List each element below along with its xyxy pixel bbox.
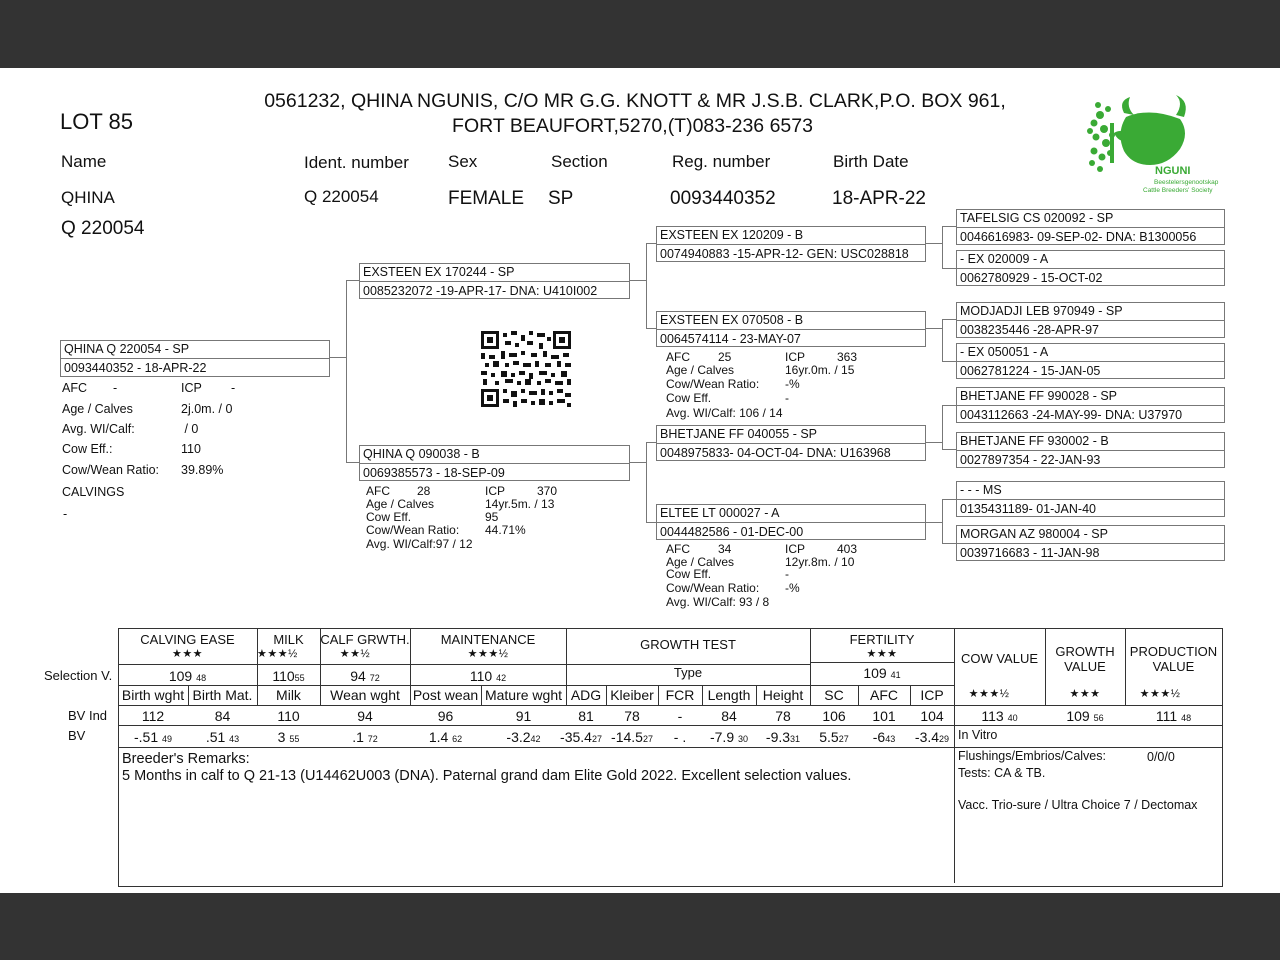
bv-cell: 3 55: [277, 729, 300, 745]
bv-cell: -35.427: [560, 729, 602, 745]
bv-cell: -9.331: [765, 729, 801, 745]
animal-stat-afc-label: AFC: [62, 381, 87, 395]
animal-reg: 0093440352: [670, 188, 776, 209]
col-header: Post wean: [412, 687, 479, 703]
bvind-cow-value: 113 40: [981, 708, 1018, 724]
hdr-growth-value-2: VALUE: [1064, 659, 1106, 674]
col-header: SC: [824, 687, 844, 703]
col-header: Birth Mat.: [192, 687, 253, 703]
dam-dam-eff: -: [785, 567, 789, 581]
dam-dam-age: 12yr.8m. / 10: [785, 555, 855, 569]
animal-sex: FEMALE: [448, 188, 525, 209]
bv-cell: -.51 49: [133, 729, 173, 745]
animal-name: QHINA: [61, 188, 115, 207]
animal-stat-afc: -: [113, 381, 118, 395]
label-birth: Birth Date: [833, 152, 909, 171]
animal-stat-wi: / 0: [181, 422, 199, 436]
dam-stat-age: 14yr.5m. / 13: [485, 497, 555, 511]
stars-calving-ease: ★★★: [171, 648, 204, 660]
dam-dam-afc-label: AFC: [666, 542, 690, 556]
col-header: Birth wght: [121, 687, 185, 703]
dam-dam-line2: 0044482586 - 01-DEC-00: [660, 525, 804, 539]
bvind-cell: 81: [578, 708, 594, 724]
bv-cell: .1 72: [352, 729, 378, 745]
col-header: Milk: [276, 687, 301, 703]
animal-stat-ratio-label: Cow/Wean Ratio:: [62, 463, 160, 477]
gen4-line2: 0062781224 - 15-JAN-05: [960, 364, 1101, 378]
sire-sire-line2: 0074940883 -15-APR-12- GEN: USC028818: [660, 247, 909, 261]
col-header: FCR: [665, 687, 695, 703]
gen4-line1: BHETJANE FF 990028 - SP: [960, 389, 1118, 403]
gen4-box: [956, 250, 1225, 286]
gen4-box: [956, 481, 1225, 517]
flushings-value: 0/0/0: [1147, 750, 1175, 764]
bvind-cell: 101: [872, 708, 896, 724]
col-header: Height: [762, 687, 804, 703]
qr-code: [481, 331, 571, 407]
dam-dam-icp-label: ICP: [785, 542, 806, 556]
dam-box: [359, 445, 630, 481]
bvind-cell: 91: [515, 708, 532, 724]
bvind-cell: 78: [775, 708, 791, 724]
dam-dam-wi: Avg. WI/Calf: 93 / 8: [666, 595, 770, 609]
bvind-cell: 78: [624, 708, 640, 724]
sire-dam-age: 16yr.0m. / 15: [785, 363, 855, 377]
bv-cell: -7.9 30: [709, 729, 749, 745]
hdr-milk: MILK: [273, 632, 304, 647]
bvind-cell: 106: [822, 708, 846, 724]
bv-cell: 5.527: [819, 729, 849, 745]
animal-pedigree-box: [60, 340, 330, 377]
sire-sire-box: [656, 226, 926, 262]
animal-stat-eff: 110: [181, 442, 201, 456]
hdr-growth-test: GROWTH TEST: [640, 637, 736, 652]
in-vitro-label: In Vitro: [958, 728, 998, 742]
bvind-cell: 84: [214, 708, 231, 724]
row-label-bvind: BV Ind: [68, 708, 108, 723]
breeder-line-2: FORT BEAUFORT,5270,(T)083-236 6573: [452, 115, 813, 137]
dam-dam-eff-label: Cow Eff.: [666, 567, 712, 581]
dam-stat-ratio-label: Cow/Wean Ratio:: [366, 523, 460, 537]
row-label-bv: BV: [68, 728, 86, 743]
hdr-production-value-1: PRODUCTION: [1129, 644, 1218, 659]
col-header: Mature wght: [484, 687, 563, 703]
dam-stat-wi: Avg. WI/Calf:97 / 12: [366, 537, 473, 551]
sel-milk: 11055: [272, 668, 305, 684]
sel-maintenance: 110 42: [469, 668, 507, 684]
animal-stat-icp-label: ICP: [181, 381, 202, 395]
animal-stat-eff-label: Cow Eff.:: [62, 442, 113, 456]
animal-ident: Q 220054: [304, 187, 379, 206]
sire-dam-box: [656, 311, 926, 347]
calvings-value: -: [63, 507, 68, 521]
sire-dam-afc-label: AFC: [666, 350, 690, 364]
bv-cell: -3.242: [506, 729, 541, 745]
sire-box: [359, 263, 630, 299]
dam-dam-box: [656, 504, 926, 540]
sire-dam-line2: 0064574114 - 23-MAY-07: [660, 332, 801, 346]
bvind-cell: 94: [357, 708, 373, 724]
stars-milk: ★★★½: [257, 648, 298, 660]
bvind-cell: 84: [721, 708, 737, 724]
dam-sire-line2: 0048975833- 04-OCT-04- DNA: U163968: [660, 446, 891, 460]
top-letterbox-bar: [0, 0, 1280, 68]
sire-dam-eff-label: Cow Eff.: [666, 391, 712, 405]
col-header: ADG: [570, 687, 602, 703]
calvings-label: CALVINGS: [62, 485, 125, 499]
gen4-box: [956, 209, 1225, 245]
hdr-fertility: FERTILITY: [849, 632, 915, 647]
logo-sub-2: Cattle Breeders' Society: [1143, 187, 1213, 194]
dam-stat-eff: 95: [485, 510, 499, 524]
bvind-cell: 104: [920, 708, 944, 724]
gen4-box: [956, 343, 1225, 379]
gen4-line2: 0027897354 - 22-JAN-93: [960, 453, 1101, 467]
label-reg: Reg. number: [672, 152, 771, 171]
nguni-logo: [1080, 93, 1219, 198]
bvind-cell: 110: [277, 708, 300, 724]
gen4-line1: TAFELSIG CS 020092 - SP: [960, 211, 1114, 225]
gen4-box: [956, 432, 1225, 468]
lot-number: LOT 85: [60, 109, 133, 134]
label-section: Section: [551, 152, 608, 171]
sel-fertility: 109 41: [863, 665, 901, 681]
sel-calf-growth: 94 72: [350, 668, 380, 684]
animal-box-line1: QHINA Q 220054 - SP: [64, 342, 190, 356]
dam-line1: QHINA Q 090038 - B: [363, 447, 480, 461]
bvind-cell: -: [677, 708, 683, 724]
bvind-cell: 96: [437, 708, 454, 724]
hdr-growth-value-1: GROWTH: [1055, 644, 1115, 659]
gen4-line1: - EX 050051 - A: [960, 345, 1049, 359]
dam-stat-icp: 370: [537, 484, 558, 498]
gen4-line1: BHETJANE FF 930002 - B: [960, 434, 1109, 448]
hdr-type: Type: [673, 665, 703, 680]
dam-dam-ratio-label: Cow/Wean Ratio:: [666, 581, 760, 595]
gen4-line1: MODJADJI LEB 970949 - SP: [960, 304, 1123, 318]
stars-production-value: ★★★½: [1139, 688, 1181, 700]
sire-dam-icp-label: ICP: [785, 350, 806, 364]
gen4-line2: 0038235446 -28-APR-97: [960, 323, 1099, 337]
dam-line2: 0069385573 - 18-SEP-09: [363, 466, 505, 480]
remarks-label: Breeder's Remarks:: [122, 751, 250, 767]
col-header: Wean wght: [330, 687, 400, 703]
bottom-letterbox-bar: [0, 893, 1280, 960]
sire-dam-age-label: Age / Calves: [666, 363, 735, 377]
stars-growth-value: ★★★: [1069, 688, 1101, 700]
breeder-line-1: 0561232, QHINA NGUNIS, C/O MR G.G. KNOTT & MR J.S.B. CLARK,P.O. BOX 961,: [264, 90, 1006, 112]
animal-box-line2: 0093440352 - 18-APR-22: [64, 361, 207, 375]
animal-stat-icp: -: [231, 381, 236, 395]
sire-dam-wi: Avg. WI/Calf: 106 / 14: [666, 406, 783, 420]
remarks-text: 5 Months in calf to Q 21-13 (U14462U003 (DNA). Paternal grand dam Elite Gold 2022. Excellent selection values.: [122, 768, 852, 784]
dam-sire-line1: BHETJANE FF 040055 - SP: [660, 427, 818, 441]
dam-stat-icp-label: ICP: [485, 484, 506, 498]
label-ident: Ident. number: [304, 153, 409, 172]
dam-dam-ratio: -%: [785, 581, 800, 595]
bvind-growth-value: 109 56: [1066, 708, 1104, 724]
sire-dam-ratio-label: Cow/Wean Ratio:: [666, 377, 760, 391]
sel-calving-ease: 109 48: [168, 668, 207, 684]
sire-dam-icp: 363: [837, 350, 858, 364]
bv-cell: .51 43: [205, 729, 240, 745]
bv-cell: -3.429: [914, 729, 950, 745]
animal-stat-age-label: Age / Calves: [62, 402, 133, 416]
animal-section: SP: [548, 188, 574, 209]
stars-fertility: ★★★: [866, 648, 898, 660]
col-header: ICP: [920, 687, 944, 703]
gen4-line1: - EX 020009 - A: [960, 252, 1049, 266]
dam-sire-box: [656, 425, 926, 461]
gen4-line2: 0062780929 - 15-OCT-02: [960, 271, 1103, 285]
bv-cell: 1.4 62: [428, 729, 463, 745]
gen4-line1: MORGAN AZ 980004 - SP: [960, 527, 1108, 541]
dam-stat-eff-label: Cow Eff.: [366, 510, 412, 524]
hdr-cow-value: COW VALUE: [960, 651, 1039, 666]
gen4-box: [956, 302, 1225, 338]
bv-cell: -643: [872, 729, 896, 745]
col-header: Kleiber: [610, 687, 654, 703]
hdr-maintenance: MAINTENANCE: [440, 632, 536, 647]
gen4-line2: 0039716683 - 11-JAN-98: [960, 546, 1100, 560]
label-sex: Sex: [448, 152, 478, 171]
animal-stat-ratio: 39.89%: [181, 463, 224, 477]
dam-dam-age-label: Age / Calves: [666, 555, 735, 569]
dam-dam-line1: ELTEE LT 000027 - A: [660, 506, 780, 520]
bv-cell: - .: [673, 729, 687, 745]
logo-brand: NGUNI: [1155, 165, 1191, 177]
col-header: AFC: [870, 687, 898, 703]
gen4-line2: 0046616983- 09-SEP-02- DNA: B1300056: [960, 230, 1197, 244]
stars-calf-growth: ★★½: [339, 648, 371, 660]
dam-stat-afc-label: AFC: [366, 484, 390, 498]
dam-dam-icp: 403: [837, 542, 858, 556]
flushings-label: Flushings/Embrios/Calves:: [958, 749, 1106, 763]
sire-dam-line1: EXSTEEN EX 070508 - B: [660, 313, 804, 327]
hdr-calf-growth: CALF GRWTH.: [320, 632, 410, 647]
dam-stat-afc: 28: [417, 484, 431, 498]
dam-stat-ratio: 44.71%: [485, 523, 526, 537]
sire-dam-eff: -: [785, 391, 789, 405]
gen4-line2: 0135431189- 01-JAN-40: [960, 502, 1096, 516]
bv-cell: -14.527: [611, 729, 653, 745]
animal-stat-wi-label: Avg. WI/Calf:: [62, 422, 135, 436]
animal-stat-age: 2j.0m. / 0: [181, 402, 233, 416]
animal-birth: 18-APR-22: [832, 188, 926, 209]
bvind-cell: 112: [141, 708, 165, 724]
stars-cow-value: ★★★½: [968, 688, 1010, 700]
gen4-box: [956, 525, 1225, 561]
col-header: Length: [707, 687, 751, 703]
tests-text: Tests: CA & TB.: [958, 766, 1046, 780]
bvind-production-value: 111 48: [1155, 708, 1192, 724]
gen4-line1: - - - MS: [960, 483, 1002, 497]
row-label-selection: Selection V.: [44, 668, 113, 683]
sire-dam-afc: 25: [718, 350, 732, 364]
sire-line2: 0085232072 -19-APR-17- DNA: U410I002: [363, 284, 598, 298]
hdr-calving-ease: CALVING EASE: [140, 632, 235, 647]
sire-line1: EXSTEEN EX 170244 - SP: [363, 265, 515, 279]
qr-code-icon: [481, 331, 571, 407]
dam-dam-afc: 34: [718, 542, 732, 556]
hdr-production-value-2: VALUE: [1152, 659, 1195, 674]
gen4-box: [956, 387, 1225, 423]
logo-sub-1: Beestelersgenootskap: [1154, 179, 1219, 186]
stars-maintenance: ★★★½: [467, 648, 509, 660]
sire-sire-line1: EXSTEEN EX 120209 - B: [660, 228, 804, 242]
vaccination-text: Vacc. Trio-sure / Ultra Choice 7 / Dectomax: [958, 798, 1198, 812]
label-name: Name: [61, 152, 107, 171]
animal-code: Q 220054: [61, 218, 145, 239]
gen4-line2: 0043112663 -24-MAY-99- DNA: U37970: [960, 408, 1183, 422]
dam-stat-age-label: Age / Calves: [366, 497, 435, 511]
sire-dam-ratio: -%: [785, 377, 800, 391]
